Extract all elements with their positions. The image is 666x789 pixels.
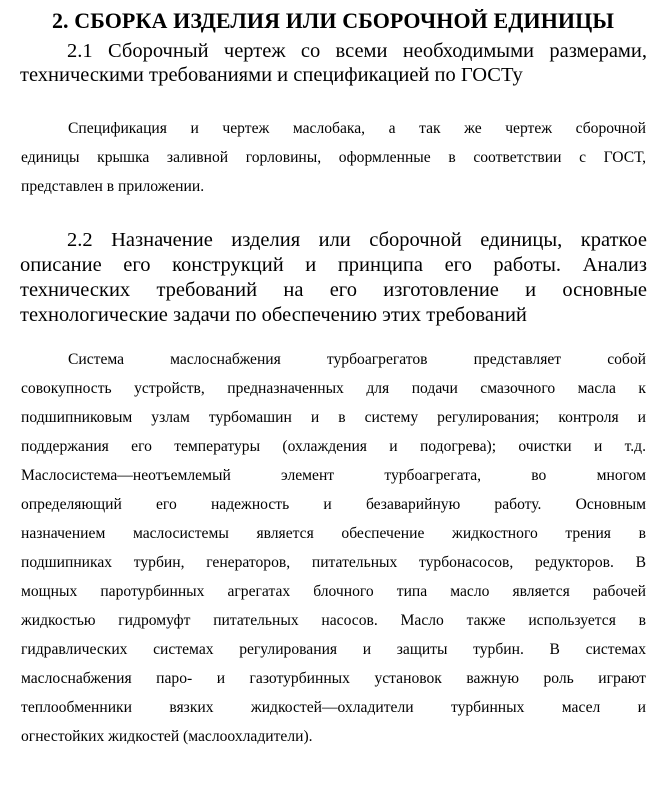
paragraph-line: назначением маслосистемы является обеспечение жидкостного трения в (21, 525, 646, 542)
paragraph-line: поддержания его температуры (охлаждения и подогрева); очистки и т.д. (21, 438, 646, 455)
section-2-2-paragraph (21, 345, 646, 751)
section-2-2-heading-line: технологические задачи по обеспечению этих требований (20, 304, 527, 326)
chapter-title: 2. СБОРКА ИЗДЕЛИЯ ИЛИ СБОРОЧНОЙ ЕДИНИЦЫ (51, 8, 615, 33)
paragraph-line: подшипниках турбин, генераторов, питательных турбонасосов, редукторов. В (21, 554, 646, 571)
section-2-2-heading-line: 2.2 Назначение изделия или сборочной единицы, краткое (67, 229, 647, 251)
paragraph-line: Маслосистема—неотъемлемый элемент турбоагрегата, во многом (21, 467, 646, 484)
section-2-2-heading-line: описание его конструкций и принципа его работы. Анализ (20, 254, 647, 276)
paragraph-line: маслоснабжения паро- и газотурбинных установок важную роль играют (21, 670, 646, 687)
section-2-1-heading-line: техническими требованиями и спецификацией по ГОСТу (20, 64, 523, 86)
section-2-1-heading (20, 39, 647, 87)
paragraph-line: Спецификация и чертеж маслобака, а так же чертеж сборочной (68, 120, 646, 137)
paragraph-line: представлен в приложении. (21, 178, 205, 195)
section-2-2-heading-line: технических требований на его изготовление и основные (20, 279, 647, 301)
paragraph-line: определяющий его надежность и безаварийную работу. Основным (21, 496, 646, 513)
paragraph-line: Система маслоснабжения турбоагрегатов представляет собой (68, 351, 646, 368)
paragraph-line: гидравлических системах регулирования и защиты турбин. В системах (21, 641, 646, 658)
paragraph-line: подшипниковым узлам турбомашин и в систему регулирования; контроля и (21, 409, 646, 426)
section-2-2-heading (20, 228, 647, 328)
paragraph-line: совокупность устройств, предназначенных для подачи смазочного масла к (21, 380, 646, 397)
paragraph-line: огнестойких жидкостей (маслоохладители). (21, 728, 313, 745)
paragraph-line: теплообменники вязких жидкостей—охладители турбинных масел и (21, 699, 646, 716)
section-2-1-paragraph (21, 114, 646, 201)
section-2-1-heading-line: 2.1 Сборочный чертеж со всеми необходимыми размерами, (67, 40, 647, 62)
paragraph-line: мощных паротурбинных агрегатах блочного типа масло является рабочей (21, 583, 646, 600)
paragraph-line: единицы крышка заливной горловины, оформленные в соответствии с ГОСТ, (21, 149, 646, 166)
paragraph-line: жидкостью гидромуфт питательных насосов. Масло также используется в (21, 612, 646, 629)
